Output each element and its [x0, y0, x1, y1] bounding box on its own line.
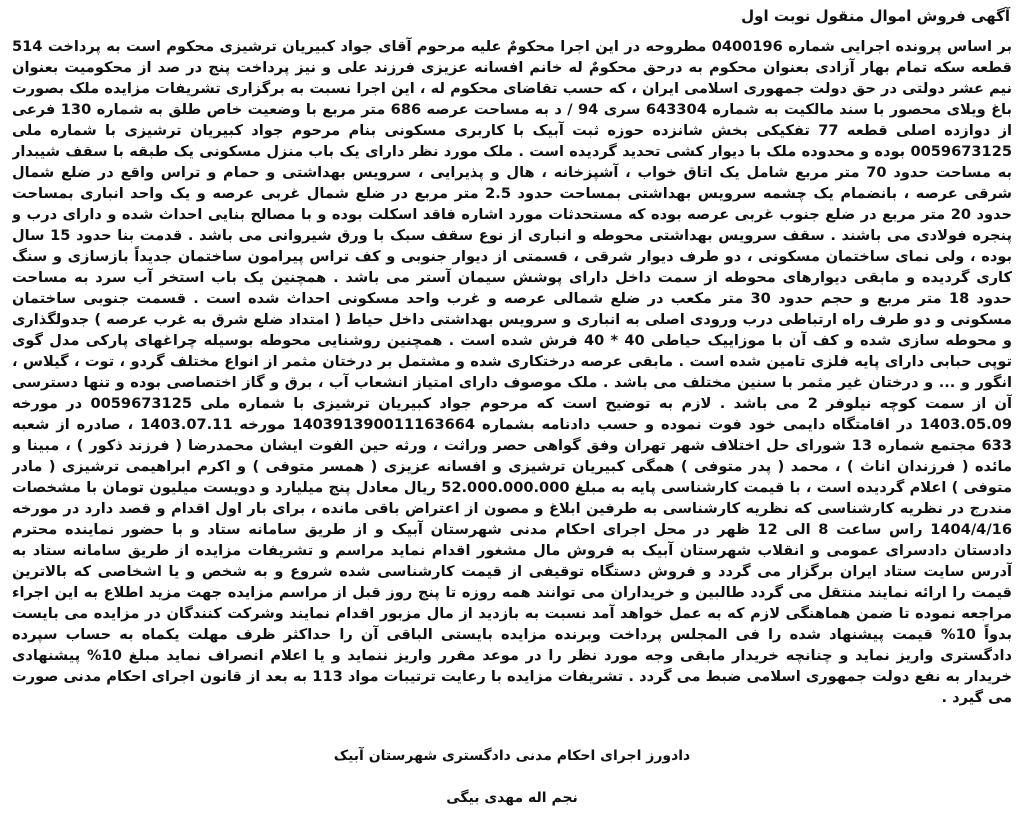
notice-title: آگهی فروش اموال منقول نوبت اول	[741, 7, 1010, 25]
signature-name: نجم اله مهدی بیگی	[446, 790, 578, 806]
signature-office: دادورز اجرای احکام مدنی دادگستری شهرستان آبیک	[333, 748, 691, 764]
notice-body: بر اساس پرونده اجرایی شماره 0400196 مطروحه در این اجرا محکومٌ علیه مرحوم آقای جواد کبیریان ترشیزی محکوم است به پرداخت 514 قطعه سکه تمام بهار آزادی بعنوان محکوم به درحق محکومٌ له خانم افسانه عزیزی فرزند علی و نیز پرداخت پنج در صد از محکومیت بعنوان نیم عشر دولتی در حق دولت جمهوری اسلامی ایران ، که حسب تقاضای محکوم له ، این اجرا نسبت به برگزاری تشریفات مزایده ملک بصورت باغ ویلای محصور با سند مالکیت به شماره 643304 سری 94 / د به مساحت عرصه 686 متر مربع با وضعیت خاص طلق به شماره 130 فرعی از دوازده اصلی قطعه 77 تفکیکی بخش شانزده حوزه ثبت آبیک با کاربری مسکونی بنام مرحوم جواد کبیریان ترشیزی با شماره ملی 0059673125 بوده و محدوده ملک با دیوار کشی تحدید گردیده است . ملک مورد نظر دارای یک باب منزل مسکونی یک طبقه با سقف شیبدار به مساحت حدود 70 متر مربع شامل یک اتاق خواب ، آشپزخانه ، هال و پذیرایی ، سرویس بهداشتی و حمام و تراس واقع در ضلع شمال شرقی عرصه ، بانضمام یک چشمه سرویس بهداشتی بمساحت حدود 2.5 متر مربع در ضلع شمال غربی عرصه و یک واحد انباری بمساحت حدود 20 متر مربع در ضلع جنوب غربی عرصه بوده که مستحدثات مورد اشاره فاقد اسکلت بوده و با مصالح بنایی احداث شده و دارای درب و پنجره فولادی می باشند . سقف سرویس بهداشتی محوطه و انباری از نوع سقف سبک با ورق شیروانی می باشد . قدمت بنا حدود 15 سال بوده ، ولی نمای ساختمان مسکونی ، دو طرف دیوار شرقی ، قسمتی از دیوار جنوبی و کف تراس پیرامون ساختمان جدیداً بازسازی و سنگ کاری گردیده و مابقی دیوارهای محوطه از سمت داخل دارای پوشش سیمان آستر می باشد . همچنین یک باب استخر آب سرد به مساحت حدود 18 متر مربع و حجم حدود 30 متر مکعب در ضلع شمالی عرصه و غرب واحد مسکونی احداث شده است . قسمت جنوبی ساختمان مسکونی و دو طرف راه ارتباطی درب ورودی اصلی به انباری و سرویس بهداشتی داخل حیاط ( امتداد ضلع شرق به غرب عرصه ) جدولگذاری و محوطه سازی شده و کف آن با موزاییک حیاطی 40 * 40 فرش شده است . همچنین روشنایی محوطه بوسیله چراغهای پارکی مدل گوی توپی حبابی دارای پایه فلزی تامین شده است . مابقی عرصه درختکاری شده و مشتمل بر درختان مثمر از انواع مختلف گردو ، توت ، گیلاس ، انگور و ... و درختان غیر مثمر با سنین مختلف می باشد . ملک موصوف دارای امتیاز انشعاب آب ، برق و گاز اختصاصی بوده و تنها دسترسی آن از سمت کوچه نیلوفر 2 می باشد . لازم به توضیح است که مرحوم جواد کبیریان ترشیزی با شماره ملی 0059673125 در مورخه 1403.05.09 در اقامتگاه دایمی خود فوت نموده و حسب دادنامه بشماره 140391390011163664 مورخه 1403.07.11 ، صادره از شعبه 633 مجتمع شماره 13 شورای حل اختلاف شهر تهران وفق گواهی حصر وراثت ، ورثه حین الفوت ایشان محمدرضا ( فرزند ذکور ) ، مبینا و مائده ( فرزندان اناث ) ، محمد ( پدر متوفی ) همگی کبیریان ترشیزی و افسانه عزیزی ( همسر متوفی ) و اکرم ابراهیمی ترشیزی ( مادر متوفی ) اعلام گردیده است ، با قیمت کارشناسی پایه به مبلغ 52.000.000.000 ریال معادل پنج میلیارد و دویست میلیون تومان با مشخصات مندرج در نظریه کارشناسی که نظریه کارشناسی به طرفین ابلاغ و مصون از اعتراض باقی مانده ، برای بار اول اقدام و قصد دارد در مورخه 1404/4/16 راس ساعت 8 الی 12 ظهر در محل اجرای احکام مدنی شهرستان آبیک و از طریق سامانه ستاد و با حضور نماینده محترم دادستان دادسرای عمومی و انقلاب شهرستان آبیک به فروش مال مشغور اقدام نماید مراسم و تشریفات مزایده از طریق سامانه ستاد به آدرس سایت ستاد ایران برگزار می گردد و فروش دستگاه توقیفی از قیمت کارشناسی شده شروع و به شخص و یا اشخاصی که بالاترین قیمت را ارائه نمایند منتقل می گردد طالبین و خریداران می توانند همه روزه تا پنج روز قبل از مراسم مزایده جهت مزید اطلاع به این اجراء مراجعه نموده تا ضمن هماهنگی لازم که به عمل خواهد آمد نسبت به بازدید از مال مزبور اقدام نمایند وشرکت کنندگان در مزایده می بایست بدواً 10% قیمت پیشنهاد شده را فی المجلس پرداخت وبرنده مزایده بایستی الباقی آن را حداکثر ظرف مهلت یکماه به حساب سپرده دادگستری واریز نماید و چنانچه خریدار مابقی وجه مورد نظر را در موعد مقرر واریز ننماید و یا اعلام انصراف نماید مبلغ 10% پیشنهادی خریدار به نفع دولت جمهوری اسلامی ضبط می گردد . تشریفات مزایده با رعایت ترتیبات مواد 113 به بعد از قانون اجرای احکام مدنی صورت می گیرد .	[12, 38, 1012, 706]
